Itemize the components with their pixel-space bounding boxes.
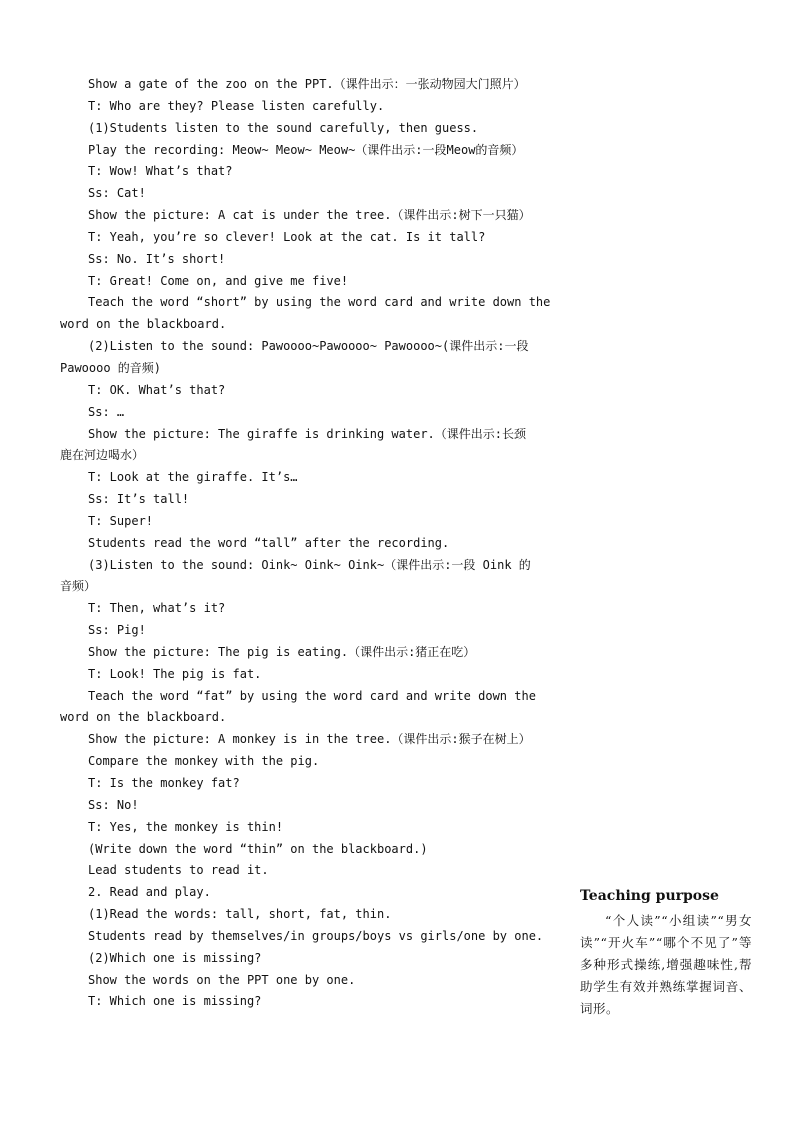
text-line: Show the picture: A monkey is in the tree.（课件出示:猴子在树上） [88,732,531,747]
text-line: T: Who are they? Please listen carefully. [88,98,385,113]
text-line: Show the picture: The giraffe is drinking water.（课件出示:长颈 [88,426,527,441]
text-line: T: Yes, the monkey is thin! [88,819,284,834]
text-line: (1)Read the words: tall, short, fat, thin. [88,907,392,922]
text-line: Ss: Cat! [88,186,146,201]
text-line: word on the blackboard. [60,710,227,725]
text-line: 2. Read and play. [88,885,211,900]
text-line: (1)Students listen to the sound carefully, then guess. [88,120,479,135]
text-line: word on the blackboard. [60,317,227,332]
text-line: T: Then, what’s it? [88,601,226,616]
aside-title: Teaching purpose [580,888,719,904]
text-line: Teach the word “fat” by using the word card and write down the [88,688,536,703]
text-line: T: Yeah, you’re so clever! Look at the cat. Is it tall? [88,229,486,244]
lesson-procedure [60,74,551,1013]
text-line: T: Super! [88,513,154,528]
text-line: Students read by themselves/in groups/boys vs girls/one by one. [88,928,544,943]
text-line: Pawoooo 的音频) [60,360,162,375]
text-line: T: Wow! What’s that? [88,164,233,179]
text-line: Ss: It’s tall! [88,492,190,507]
text-line: T: Great! Come on, and give me five! [88,273,349,288]
text-line: (2)Which one is missing? [88,950,262,965]
text-line: 音频） [60,579,97,594]
aside-body: “个人读”“小组读”“男女读”“开火车”“哪个不见了”等多种形式操练,增强趣味性,帮助学生有效并熟练掌握词音、词形。 [580,913,752,1016]
text-line: Compare the monkey with the pig. [88,754,320,769]
text-line: Ss: No. It’s short! [88,251,226,266]
text-line: T: Is the monkey fat? [88,776,240,790]
text-line: T: Look at the giraffe. It’s… [88,470,298,485]
text-line: Show the picture: The pig is eating.（课件出示:猪正在吃） [88,644,476,659]
text-line: Ss: … [88,404,125,419]
text-line: Students read the word “tall” after the recording. [88,535,450,550]
text-line: (Write down the word “thin” on the blackboard.) [88,841,428,856]
text-line: Lead students to read it. [88,863,269,878]
text-line: T: OK. What’s that? [88,382,226,397]
text-line: Ss: Pig! [88,623,146,638]
teaching-purpose-note [580,888,752,1020]
text-line: (3)Listen to the sound: Oink~ Oink~ Oink~（课件出示:一段 Oink 的 [88,557,531,572]
text-line: T: Which one is missing? [88,994,262,1009]
text-line: Teach the word “short” by using the word card and write down the [88,295,551,310]
text-line: Ss: No! [88,797,139,812]
text-line: Show a gate of the zoo on the PPT.（课件出示：一张动物园大门照片） [88,77,526,91]
text-line: Play the recording: Meow~ Meow~ Meow~（课件出示:一段Meow的音频） [88,142,524,157]
text-line: T: Look! The pig is fat. [88,666,262,681]
text-line: Show the words on the PPT one by one. [88,972,356,987]
text-line: 鹿在河边喝水） [60,448,145,463]
text-line: Show the picture: A cat is under the tree.（课件出示:树下一只猫） [88,208,531,223]
text-line: (2)Listen to the sound: Pawoooo~Pawoooo~ Pawoooo~(课件出示:一段 [88,339,529,354]
